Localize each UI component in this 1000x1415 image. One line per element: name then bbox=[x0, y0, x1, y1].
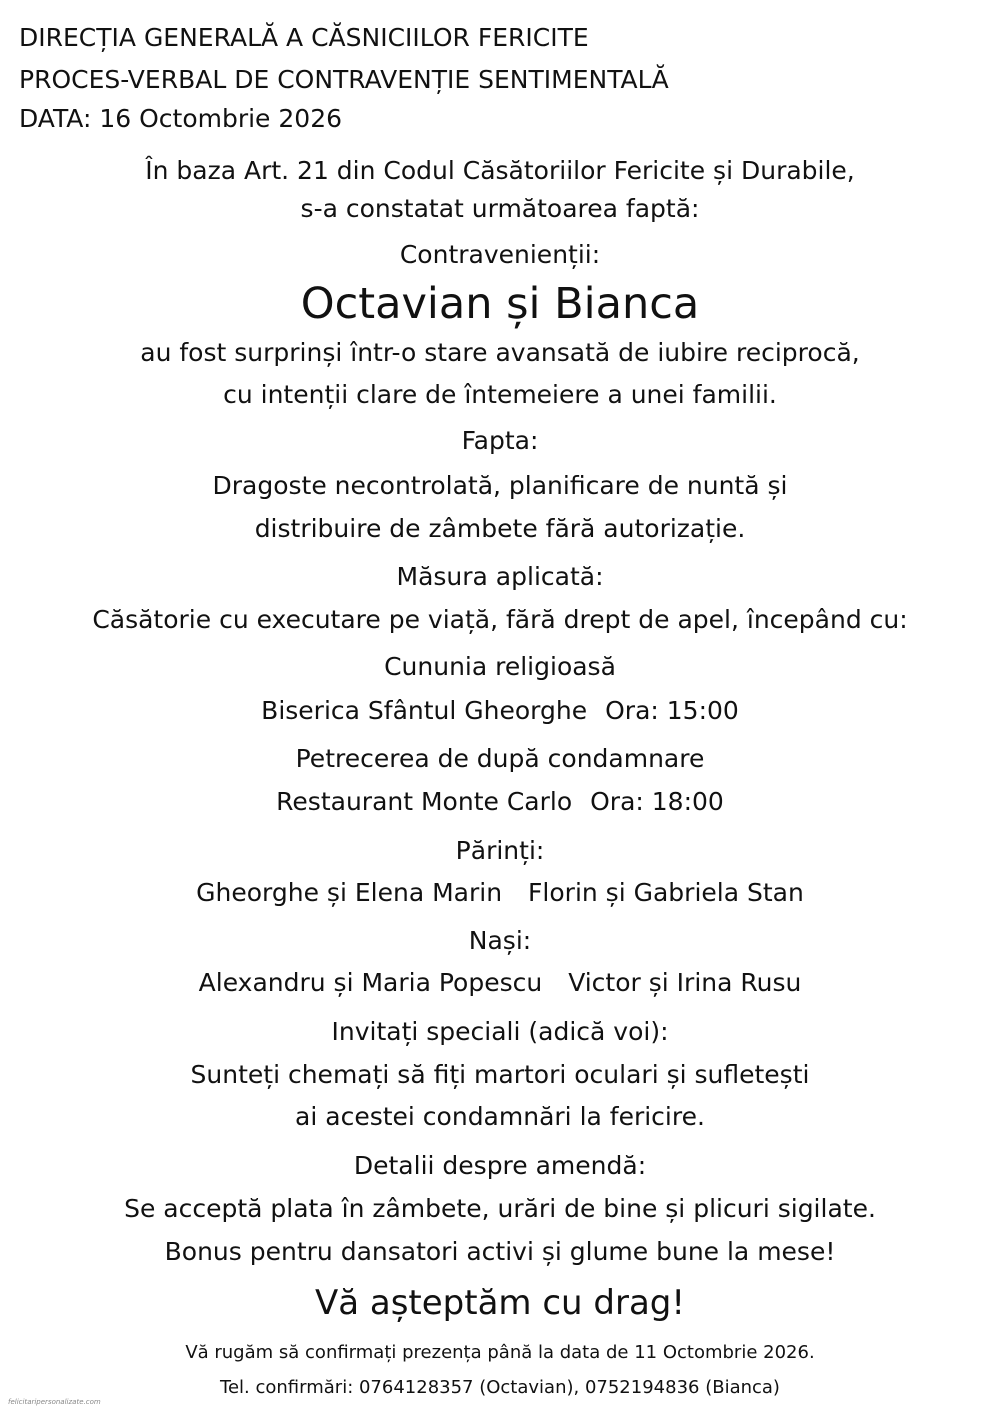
party-venue: Restaurant Monte Carlo bbox=[276, 787, 573, 816]
parents-names bbox=[0, 877, 1000, 909]
party-label: Petrecerea de după condamnare bbox=[295, 744, 705, 773]
header-institution: DIRECȚIA GENERALĂ A CĂSNICIILOR FERICITE bbox=[19, 23, 589, 52]
party-time: Ora: 18:00 bbox=[590, 787, 724, 816]
parents-first: Gheorghe și Elena Marin bbox=[196, 878, 503, 907]
deed-line-2: distribuire de zâmbete fără autorizație. bbox=[254, 514, 746, 543]
fine-line-1: Se acceptă plata în zâmbete, urări de bine și plicuri sigilate. bbox=[124, 1194, 876, 1223]
godparents-label: Nași: bbox=[468, 926, 532, 955]
godparents-names bbox=[0, 967, 1000, 999]
closing-message: Vă așteptăm cu drag! bbox=[314, 1283, 686, 1323]
parents-label: Părinți: bbox=[455, 836, 545, 865]
measure-label: Măsura aplicată: bbox=[396, 562, 604, 591]
offenders-label: Contravenienții: bbox=[399, 240, 601, 269]
header-date: DATA: 16 Octombrie 2026 bbox=[19, 104, 343, 133]
deed-line-1: Dragoste necontrolată, planificare de nuntă și bbox=[212, 471, 788, 500]
godparents-second: Victor și Irina Rusu bbox=[568, 968, 802, 997]
offenders-line-1: au fost surprinși într-o stare avansată de iubire reciprocă, bbox=[140, 338, 860, 367]
site-watermark: felicitaripersonalizate.com bbox=[8, 1398, 101, 1406]
header-document-type: PROCES-VERBAL DE CONTRAVENȚIE SENTIMENTALĂ bbox=[19, 65, 669, 94]
parents-second: Florin și Gabriela Stan bbox=[528, 878, 804, 907]
ceremony-time: Ora: 15:00 bbox=[605, 696, 739, 725]
fine-label: Detalii despre amendă: bbox=[353, 1151, 647, 1180]
party-details bbox=[0, 786, 1000, 818]
ceremony-venue: Biserica Sfântul Gheorghe bbox=[261, 696, 588, 725]
intro-line-1: În baza Art. 21 din Codul Căsătoriilor Fericite și Durabile, bbox=[145, 156, 855, 185]
godparents-first: Alexandru și Maria Popescu bbox=[198, 968, 543, 997]
measure-line-1: Căsătorie cu executare pe viață, fără drept de apel, începând cu: bbox=[92, 605, 908, 634]
guests-line-2: ai acestei condamnări la fericire. bbox=[295, 1102, 705, 1131]
rsvp-phone-line: Tel. confirmări: 0764128357 (Octavian), 0752194836 (Bianca) bbox=[220, 1377, 780, 1398]
deed-label: Fapta: bbox=[461, 426, 539, 455]
guests-line-1: Sunteți chemați să fiți martori oculari și sufletești bbox=[190, 1060, 810, 1089]
ceremony-label: Cununia religioasă bbox=[384, 652, 616, 681]
ceremony-details bbox=[0, 695, 1000, 727]
intro-line-2: s-a constatat următoarea faptă: bbox=[300, 194, 700, 223]
fine-line-2: Bonus pentru dansatori activi și glume bune la mese! bbox=[164, 1237, 836, 1266]
rsvp-line-1: Vă rugăm să confirmați prezența până la data de 11 Octombrie 2026. bbox=[185, 1342, 815, 1363]
guests-label: Invitați speciali (adică voi): bbox=[331, 1017, 669, 1046]
couple-names: Octavian și Bianca bbox=[300, 279, 700, 329]
offenders-line-2: cu intenții clare de întemeiere a unei familii. bbox=[223, 380, 777, 409]
